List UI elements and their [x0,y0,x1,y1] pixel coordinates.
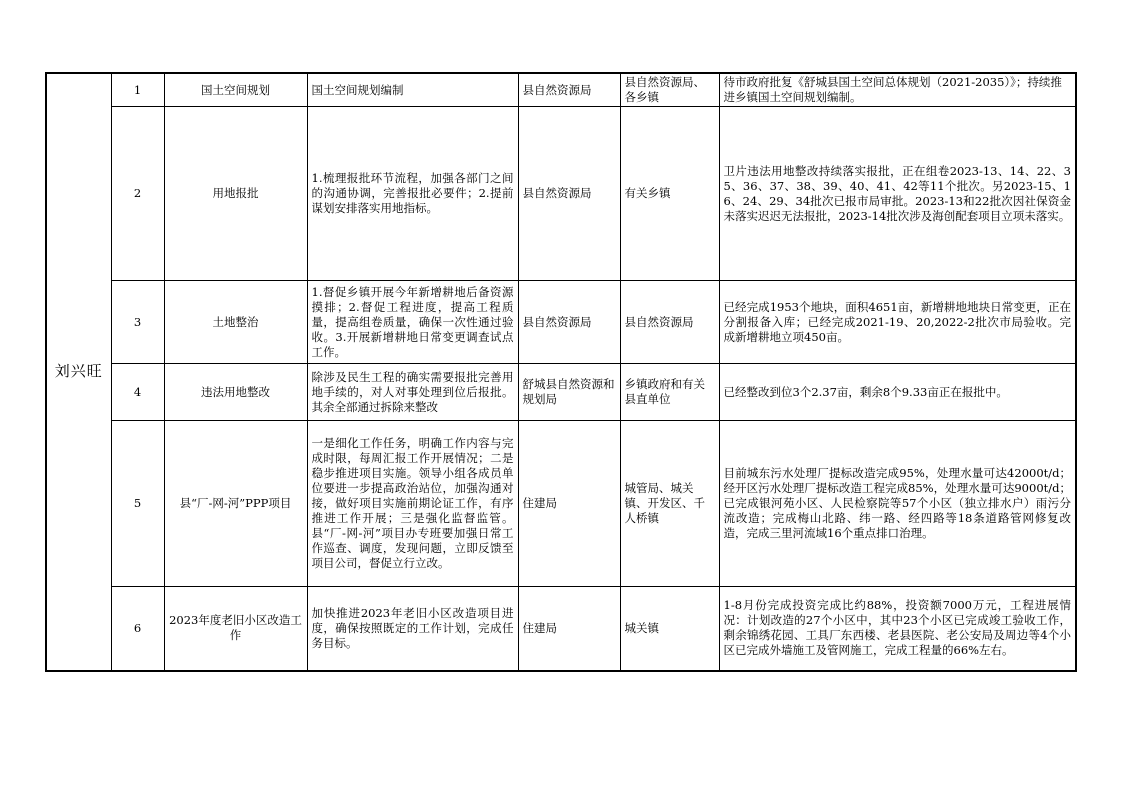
responsible-person-cell: 刘兴旺 [46,73,111,671]
task-item: 用地报批 [164,107,307,281]
table-row [46,107,1076,281]
coop-unit: 城关镇 [620,587,719,671]
task-measure: 国土空间规划编制 [307,73,518,107]
table-row [46,73,1076,107]
task-measure: 加快推进2023年老旧小区改造项目进度，确保按照既定的工作计划，完成任务目标。 [307,587,518,671]
lead-unit: 住建局 [518,587,620,671]
coop-unit: 县自然资源局、各乡镇 [620,73,719,107]
coop-unit: 城管局、城关镇、开发区、千人桥镇 [620,421,719,587]
task-measure: 除涉及民生工程的确实需要报批完善用地手续的，对人对事处理到位后报批。其余全部通过拆除来整改 [307,364,518,421]
lead-unit: 住建局 [518,421,620,587]
table-row [46,421,1076,587]
task-progress: 待市政府批复《舒城县国土空间总体规划（2021-2035）》；持续推进乡镇国土空间规划编制。 [719,73,1076,107]
task-item: 2023年度老旧小区改造工作 [164,587,307,671]
row-number: 5 [111,421,164,587]
row-number: 1 [111,73,164,107]
table-row [46,364,1076,421]
work-progress-table [45,72,1077,672]
lead-unit: 县自然资源局 [518,281,620,364]
coop-unit: 县自然资源局 [620,281,719,364]
task-progress: 目前城东污水处理厂提标改造完成95%，处理水量可达42000t/d；经开区污水处理厂提标改造工程完成85%，处理水量可达9000t/d；已完成银河苑小区、人民检察院等57个小区（独立排水户）雨污分流改造；完成梅山北路、纬一路、经四路等18条道路管网修复改造，完成三里河流域16个重点排口治理。 [719,421,1076,587]
coop-unit: 乡镇政府和有关县直单位 [620,364,719,421]
table-row [46,587,1076,671]
task-measure: 1.梳理报批环节流程，加强各部门之间的沟通协调，完善报批必要件；2.提前谋划安排落实用地指标。 [307,107,518,281]
task-item: 县“厂-网-河”PPP项目 [164,421,307,587]
task-item: 违法用地整改 [164,364,307,421]
lead-unit: 舒城县自然资源和规划局 [518,364,620,421]
task-progress: 1-8月份完成投资完成比约88%，投资额7000万元，工程进展情况：计划改造的27个小区中，其中23个小区已完成竣工验收工作，剩余锦绣花园、工具厂东西楼、老县医院、老公安局及周边等4个小区已完成外墙施工及管网施工，完成工程量的66%左右。 [719,587,1076,671]
table-row [46,281,1076,364]
coop-unit: 有关乡镇 [620,107,719,281]
task-item: 国土空间规划 [164,73,307,107]
task-measure: 1.督促乡镇开展今年新增耕地后备资源摸排；2.督促工程进度，提高工程质量，提高组卷质量，确保一次性通过验收。3.开展新增耕地日常变更调查试点工作。 [307,281,518,364]
row-number: 6 [111,587,164,671]
task-progress: 已经完成1953个地块，面积4651亩，新增耕地地块日常变更，正在分割报备入库；已经完成2021-19、20,2022-2批次市局验收。完成新增耕地立项450亩。 [719,281,1076,364]
task-measure: 一是细化工作任务，明确工作内容与完成时限，每周汇报工作开展情况；二是稳步推进项目实施。领导小组各成员单位要进一步提高政治站位，加强沟通对接，做好项目实施前期论证工作，有序推进工作开展；三是强化监督监管。县“厂-网-河”项目办专班要加强日常工作巡查、调度，发现问题，立即反馈至项目公司，督促立行立改。 [307,421,518,587]
lead-unit: 县自然资源局 [518,73,620,107]
task-progress: 已经整改到位3个2.37亩，剩余8个9.33亩正在报批中。 [719,364,1076,421]
row-number: 4 [111,364,164,421]
row-number: 2 [111,107,164,281]
task-item: 土地整治 [164,281,307,364]
task-progress: 卫片违法用地整改持续落实报批，正在组卷2023-13、14、22、35、36、37、38、39、40、41、42等11个批次。另2023-15、16、24、29、34批次已报市局审批。2023-13和22批次因社保资金未落实迟迟无法报批，2023-14批次涉及海创配套项目立项未落实。 [719,107,1076,281]
lead-unit: 县自然资源局 [518,107,620,281]
row-number: 3 [111,281,164,364]
